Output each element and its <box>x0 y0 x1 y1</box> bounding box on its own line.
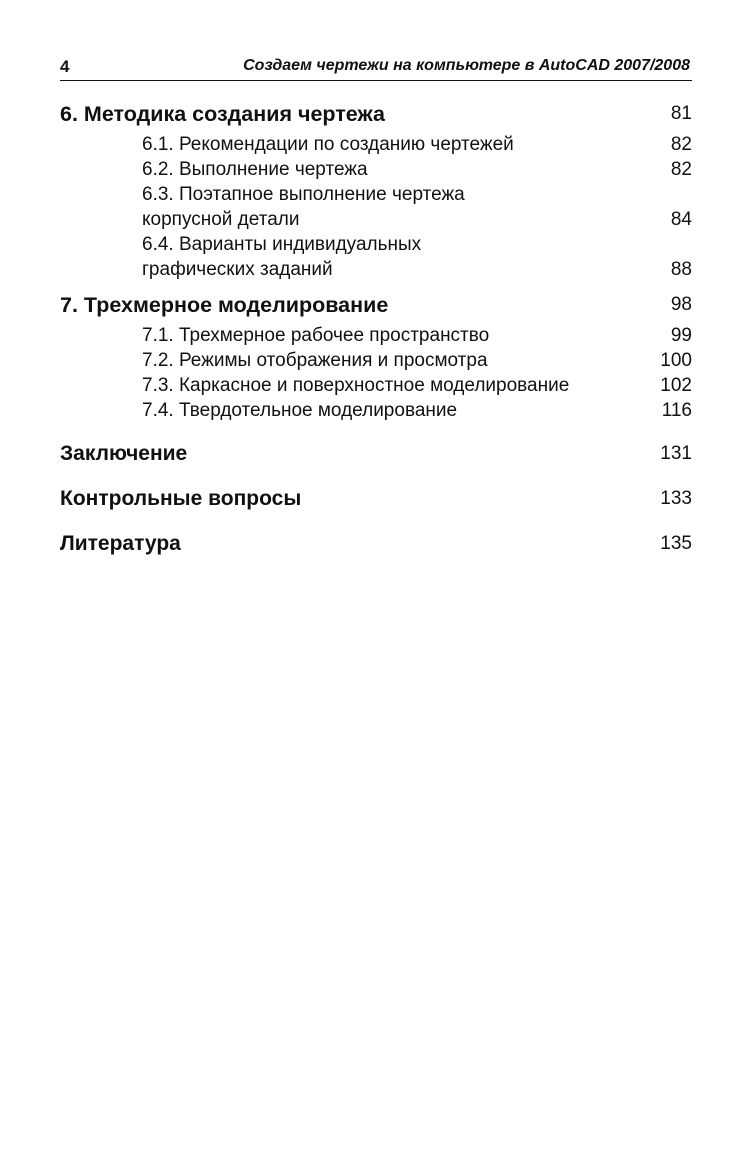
toc-entry-page: 100 <box>660 350 692 371</box>
toc-review-questions <box>60 485 692 513</box>
book-title: Создаем чертежи на компьютере в AutoCAD 2007/2008 <box>243 57 690 74</box>
toc-entry-title: 6. Методика создания чертежа <box>60 102 385 126</box>
toc-entry-page: 81 <box>670 103 692 124</box>
page-number: 4 <box>60 57 70 76</box>
toc-entry-title: Заключение <box>60 442 188 465</box>
toc-section-6-2 <box>60 157 692 182</box>
toc-section-6-4 <box>60 232 692 282</box>
toc-section-7-1 <box>60 323 692 348</box>
toc-literature <box>60 530 692 558</box>
toc-entry-title: 6.4. Варианты индивидуальных графических заданий <box>142 234 422 280</box>
toc-section-7-3 <box>60 373 692 398</box>
toc-entry-title: 7. Трехмерное моделирование <box>60 293 389 317</box>
toc-section-6-1 <box>60 132 692 157</box>
toc-entry-title: 7.1. Трехмерное рабочее пространство <box>142 325 490 346</box>
toc-entry-page: 88 <box>670 259 692 280</box>
toc-entry-page: 131 <box>660 443 692 464</box>
toc-section-7-4 <box>60 398 692 423</box>
toc-entry-title: 7.4. Твердотельное моделирование <box>142 400 458 421</box>
toc-entry-page: 82 <box>670 159 692 180</box>
toc-entry-title: 7.3. Каркасное и поверхностное моделирование <box>142 375 570 396</box>
table-of-contents <box>60 100 692 558</box>
toc-entry-page: 133 <box>660 488 692 509</box>
toc-entry-title: Литература <box>60 532 181 555</box>
toc-entry-page: 116 <box>661 400 692 421</box>
toc-entry-title: Контрольные вопросы <box>60 487 302 510</box>
toc-entry-page: 135 <box>660 533 692 554</box>
toc-entry-title: 6.2. Выполнение чертежа <box>142 159 368 180</box>
toc-entry-title: 6.3. Поэтапное выполнение чертежа корпусной детали <box>142 184 465 230</box>
toc-chapter-7 <box>60 291 692 319</box>
toc-entry-page: 84 <box>670 209 692 230</box>
running-header <box>60 54 692 81</box>
toc-chapter-6 <box>60 100 692 128</box>
toc-entry-page: 98 <box>670 294 692 315</box>
toc-entry-page: 82 <box>670 134 692 155</box>
toc-entry-page: 99 <box>670 325 692 346</box>
toc-conclusion <box>60 440 692 468</box>
toc-entry-page: 102 <box>660 375 692 396</box>
toc-entry-title: 6.1. Рекомендации по созданию чертежей <box>142 134 514 155</box>
toc-entry-title: 7.2. Режимы отображения и просмотра <box>142 350 488 371</box>
toc-section-6-3 <box>60 182 692 232</box>
toc-section-7-2 <box>60 348 692 373</box>
